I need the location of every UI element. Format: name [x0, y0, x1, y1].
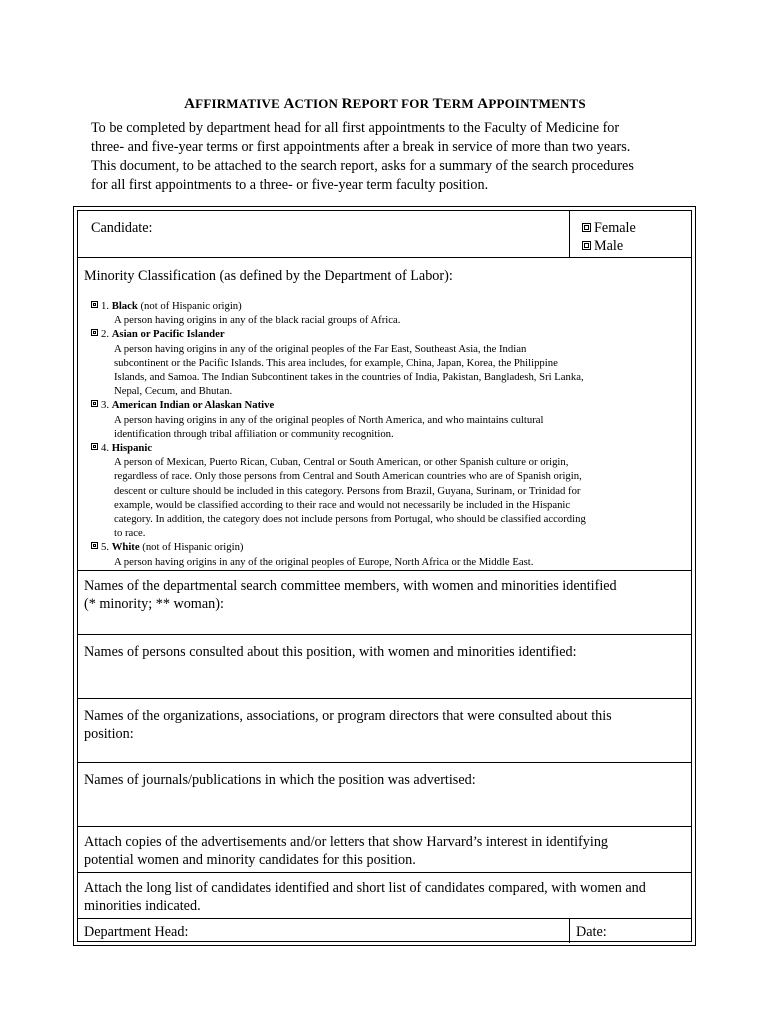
minority-category-number: 4.	[101, 442, 110, 455]
male-checkbox[interactable]	[582, 241, 591, 250]
attach-lists-label: Attach the long list of candidates identified and short list of candidates compared, with women and	[84, 880, 646, 896]
minority-category-name: American Indian or Alaskan Native	[111, 399, 275, 412]
minority-category-name: Black	[111, 300, 138, 312]
minority-category-description: Nepal, Cecum, and Bhutan.	[114, 385, 233, 398]
attach-advertisements-label-cont: potential women and minority candidates for this position.	[84, 852, 416, 868]
minority-category-heading[interactable]	[91, 299, 651, 313]
minority-category-description: to race.	[114, 527, 146, 540]
minority-category-name: Asian or Pacific Islander	[111, 328, 225, 341]
minority-category-description: regardless of race. Only those persons from Central and South American countries who are of Spanish origin,	[114, 470, 582, 483]
minority-category-description: identification through tribal affiliation or community recognition.	[114, 427, 394, 440]
minority-category-note: (not of Hispanic origin)	[137, 300, 242, 312]
committee-label-note: (* minority; ** woman):	[84, 596, 224, 612]
minority-category-description: Islands, and Samoa. The Indian Subcontinent takes in the countries of India, Pakistan, Bangladesh, Sri Lanka,	[114, 371, 584, 384]
minority-category-description: descent or culture should be included in this category. Persons from Brazil, Guyana, Surinam, or Trinidad for	[114, 484, 581, 497]
consulted-label: Names of persons consulted about this position, with women and minorities identified:	[84, 644, 577, 660]
minority-label: Minority Classification (as defined by the Department of Labor):	[84, 268, 453, 284]
minority-row	[78, 258, 691, 571]
intro-paragraph: To be completed by department head for all first appointments to the Faculty of Medicine for three- and five-year terms or first appointments after a break in service of more than two years. This document, to be attached to the search report, asks for a summary of the search procedures for all first appointments to a three- or five-year term faculty position.	[91, 120, 634, 193]
committee-row	[78, 571, 691, 635]
minority-category-item	[91, 299, 651, 327]
minority-category-description: A person having origins in any of the original peoples of the Far East, Southeast Asia, the Indian	[114, 342, 527, 355]
organizations-row	[78, 699, 691, 763]
minority-category-item	[91, 398, 651, 441]
minority-category-description: subcontinent or the Pacific Islands. This area includes, for example, China, Japan, Korea, the Philippine	[114, 356, 558, 369]
candidate-label: Candidate:	[91, 220, 153, 236]
minority-category-number: 5.	[101, 541, 110, 554]
minority-category-name: Hispanic	[111, 442, 153, 455]
consulted-row	[78, 635, 691, 699]
attach-lists-row	[78, 873, 691, 919]
minority-category-heading[interactable]	[91, 398, 651, 412]
minority-category-list	[91, 299, 651, 569]
minority-category-name: White	[111, 541, 140, 554]
minority-category-heading[interactable]	[91, 540, 651, 554]
male-option[interactable]: Male	[582, 237, 636, 255]
minority-category-heading[interactable]	[91, 441, 651, 455]
document-title: AFFIRMATIVE ACTION REPORT FOR TERM APPOINTMENTS	[184, 96, 586, 112]
minority-category-number: 2.	[101, 328, 110, 341]
report-form	[73, 206, 696, 946]
attach-advertisements-row	[78, 827, 691, 873]
attach-lists-label-cont: minorities indicated.	[84, 898, 201, 914]
organizations-label: Names of the organizations, associations, or program directors that were consulted about this	[84, 708, 612, 724]
minority-category-description: example, would be classified according to their race and would not necessarily be included in the Hispanic	[114, 498, 571, 511]
minority-category-description: A person of Mexican, Puerto Rican, Cuban, Central or South American, or other Spanish culture or origin,	[114, 456, 569, 469]
organizations-label-cont: position:	[84, 726, 134, 742]
female-option[interactable]: Female	[582, 219, 636, 237]
gender-options	[582, 219, 636, 255]
candidate-row	[78, 211, 691, 258]
minority-checkbox[interactable]	[91, 542, 98, 549]
signature-row	[78, 919, 691, 943]
minority-category-description: A person having origins in any of the black racial groups of Africa.	[114, 314, 401, 327]
minority-category-item	[91, 441, 651, 540]
minority-checkbox[interactable]	[91, 443, 98, 450]
minority-category-number: 3.	[101, 399, 110, 412]
journals-row	[78, 763, 691, 827]
minority-category-description: A person having origins in any of the original peoples of Europe, North Africa or the Middle East.	[114, 555, 534, 568]
minority-checkbox[interactable]	[91, 400, 98, 407]
female-checkbox[interactable]	[582, 223, 591, 232]
minority-category-description: category. In addition, the category does not include persons from Portugal, who should be classified according	[114, 513, 586, 526]
date-label: Date:	[576, 924, 607, 940]
minority-checkbox[interactable]	[91, 329, 98, 336]
minority-category-item	[91, 327, 651, 398]
minority-category-number: 1.	[101, 300, 110, 312]
attach-advertisements-label: Attach copies of the advertisements and/or letters that show Harvard’s interest in identifying	[84, 834, 609, 850]
minority-category-note: (not of Hispanic origin)	[139, 541, 244, 554]
journals-label: Names of journals/publications in which the position was advertised:	[84, 772, 476, 788]
minority-category-item	[91, 540, 651, 568]
committee-label: Names of the departmental search committee members, with women and minorities identified	[84, 578, 617, 594]
department-head-label: Department Head:	[84, 924, 189, 940]
minority-category-description: A person having origins in any of the original peoples of North America, and who maintains cultural	[114, 413, 544, 426]
minority-checkbox[interactable]	[91, 301, 98, 308]
minority-category-heading[interactable]	[91, 327, 651, 341]
